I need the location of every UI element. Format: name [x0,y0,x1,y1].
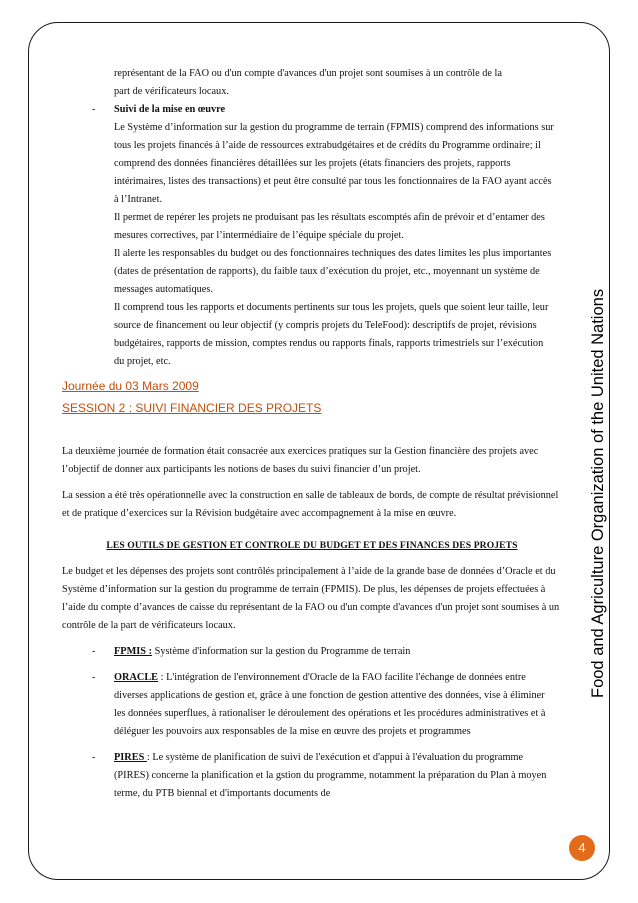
tools-subheading: LES OUTILS DE GESTION ET CONTROLE DU BUDGET ET DES FINANCES DES PROJETS [106,540,518,551]
suivi-title: Suivi de la mise en œuvre [114,104,226,115]
continued-text-line-2: part de vérificateurs locaux. [114,86,229,97]
term-pires: PIRES [114,752,147,763]
definition-oracle: : L'intégration de l'environnement d'Oracle de la FAO facilite l'échange de données entre diverses applications de gestion et, grâce à une fonction de gestion attentive des données, vise à éliminer les données superflues, à rationaliser le déroulement des opérations et les procédures administratives et à déléguer les pouvoirs aux responsables de la mise en œuvre des projets et programmes [114,672,546,737]
suivi-section [62,101,562,371]
list-item-fpmis [62,643,562,661]
session-title-heading: SESSION 2 : SUIVI FINANCIER DES PROJETS [62,401,322,415]
page-number-badge: 4 [569,835,595,861]
list-item-pires [62,749,562,803]
list-dash: - [92,646,96,657]
body-paragraph-2: La session a été très opérationnelle avec la construction en salle de tableaux de bords, de compte de résultat prévisionnel et de pratique d’exercices sur la Révision budgétaire avec accompagnement à la mise en œuvre. [62,490,559,519]
definition-pires: : Le système de planification de suivi de l'exécution et d'appui à l'évaluation du programme (PIRES) concerne la planification et la gstion du programme, notamment la préparation du Plan à moyen terme, du PTB biennal et d'importants documents de [114,752,547,799]
organization-sidebar [578,210,618,700]
list-dash: - [92,104,96,115]
definition-fpmis: Système d'information sur la gestion du Programme de terrain [152,646,411,657]
term-fpmis: FPMIS : [114,646,153,657]
body-paragraph-3: Le budget et les dépenses des projets sont contrôlés principalement à l’aide de la grande base de données d’Oracle et du Système d’information sur la gestion du programme de terrain (FPMIS). De plus, les dépenses de projets effectuées à l’aide du compte d’avances de caisse du représentant de la FAO ou d'un compte d'avances d'un projet sont soumises à un contrôle de la part de vérificateurs locaux. [62,566,560,631]
list-dash: - [92,752,96,763]
suivi-paragraph-3: Il alerte les responsables du budget ou des fonctionnaires techniques des dates limites les plus importantes (dates de présentation de rapports), du faible taux d’exécution du projet, etc., moyennant un système de messages automatiques. [114,248,552,295]
suivi-paragraph-4: Il comprend tous les rapports et documents pertinents sur tous les projets, quels que soient leur taille, leur source de financement ou leur objectif (y compris projets du TeleFood): descriptifs de projet, révisions budgétaires, rapports de mission, comptes rendus ou rapports finals, rapports trimestriels sur l’exécution du projet, etc. [114,302,549,367]
page-content [62,65,562,803]
organization-name: Food and Agriculture Organization of the United Nations [589,288,607,698]
list-dash: - [92,672,96,683]
body-paragraph-1: La deuxième journée de formation était consacrée aux exercices pratiques sur la Gestion financière des projets avec l’objectif de donner aux participants les notions de bases du suivi financier d’un projet. [62,446,539,475]
term-oracle: ORACLE [114,672,159,683]
continued-text-line-1: représentant de la FAO ou d'un compte d'avances d'un projet sont soumises à un contrôle de la [114,68,502,79]
suivi-paragraph-1: Le Système d’information sur la gestion du programme de terrain (FPMIS) comprend des informations sur tous les projets financés à l’aide de ressources extrabudgétaires et de crédits du Programme ordinaire; il comprend des données financières détaillées sur les projets (états financiers des projets, rapports intérimaires, listes des transactions) et peut être consulté par tous les fonctionnaires de la FAO ayant accès à l’Intranet. [114,122,554,205]
suivi-paragraph-2: Il permet de repérer les projets ne produisant pas les résultats escomptés afin de prévoir et d’entamer des mesures correctives, par l’intermédiaire de l’équipe spéciale du projet. [114,212,545,241]
list-item-oracle [62,669,562,741]
session-date-heading: Journée du 03 Mars 2009 [62,379,199,393]
